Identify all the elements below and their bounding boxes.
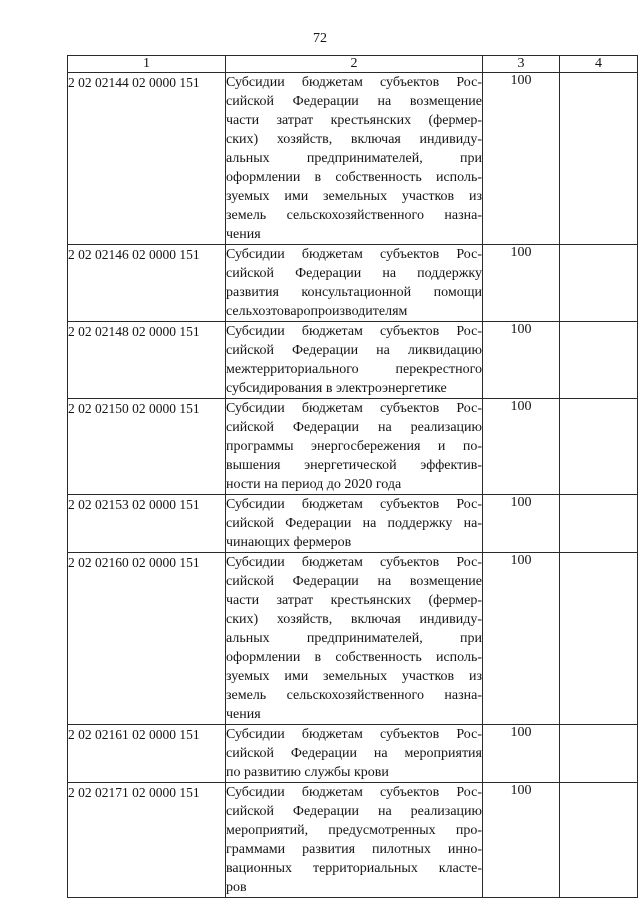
description-cell xyxy=(226,783,483,898)
description-line: развития консультационной помощи xyxy=(226,285,482,300)
description-line: граммами развития пилотных инно- xyxy=(226,842,482,857)
table-header-row xyxy=(68,56,638,73)
description-line: по развитию службы крови xyxy=(226,765,389,780)
budget-code-cell: 2 02 02148 02 0000 151 xyxy=(68,322,226,399)
budget-codes-table xyxy=(67,55,638,898)
description-line: ских) хозяйств, включая индивиду- xyxy=(226,132,482,147)
description-line: земель сельскохозяйственного назна- xyxy=(226,208,482,223)
table-body xyxy=(68,73,638,898)
description-line: Субсидии бюджетам субъектов Рос- xyxy=(226,555,482,570)
column-4-cell xyxy=(560,495,638,553)
description-line: Субсидии бюджетам субъектов Рос- xyxy=(226,785,482,800)
description-line: Субсидии бюджетам субъектов Рос- xyxy=(226,727,482,742)
description-cell xyxy=(226,73,483,245)
description-line: земель сельскохозяйственного назна- xyxy=(226,688,482,703)
description-line: сийской Федерации на возмещение xyxy=(226,94,482,109)
table-row xyxy=(68,399,638,495)
budget-code-cell: 2 02 02153 02 0000 151 xyxy=(68,495,226,553)
budget-code-cell: 2 02 02144 02 0000 151 xyxy=(68,73,226,245)
description-line: сельхозтоваропроизводителям xyxy=(226,304,408,319)
description-line: Субсидии бюджетам субъектов Рос- xyxy=(226,324,482,339)
budget-code-cell: 2 02 02150 02 0000 151 xyxy=(68,399,226,495)
percent-value-cell: 100 xyxy=(483,245,560,322)
column-4-cell xyxy=(560,399,638,495)
budget-code-cell: 2 02 02161 02 0000 151 xyxy=(68,725,226,783)
description-line: чения xyxy=(226,707,261,722)
description-cell xyxy=(226,725,483,783)
description-line: зуемых ими земельных участков из xyxy=(226,189,482,204)
description-line: оформлении в собственность исполь- xyxy=(226,170,482,185)
column-4-cell xyxy=(560,73,638,245)
description-line: сийской Федерации на поддержку на- xyxy=(226,516,482,531)
description-cell xyxy=(226,399,483,495)
description-line: чинающих фермеров xyxy=(226,535,352,550)
description-line: ров xyxy=(226,880,247,895)
description-line: сийской Федерации на возмещение xyxy=(226,574,482,589)
percent-value-cell: 100 xyxy=(483,553,560,725)
percent-value-cell: 100 xyxy=(483,322,560,399)
description-cell xyxy=(226,553,483,725)
description-line: программы энергосбережения и по- xyxy=(226,439,482,454)
description-line: сийской Федерации на мероприятия xyxy=(226,746,482,761)
column-4-cell xyxy=(560,725,638,783)
description-line: части затрат крестьянских (фермер- xyxy=(226,593,482,608)
column-header-3: 3 xyxy=(483,56,560,73)
column-4-cell xyxy=(560,245,638,322)
description-line: Субсидии бюджетам субъектов Рос- xyxy=(226,401,482,416)
description-line: оформлении в собственность исполь- xyxy=(226,650,482,665)
percent-value-cell: 100 xyxy=(483,783,560,898)
description-line: сийской Федерации на реализацию xyxy=(226,420,482,435)
table-row xyxy=(68,73,638,245)
description-line: чения xyxy=(226,227,261,242)
percent-value-cell: 100 xyxy=(483,399,560,495)
table-row xyxy=(68,725,638,783)
table-row xyxy=(68,495,638,553)
table-row xyxy=(68,783,638,898)
description-cell xyxy=(226,322,483,399)
table-row xyxy=(68,245,638,322)
description-line: ности на период до 2020 года xyxy=(226,477,402,492)
description-line: Субсидии бюджетам субъектов Рос- xyxy=(226,497,482,512)
description-line: Субсидии бюджетам субъектов Рос- xyxy=(226,75,482,90)
description-line: сийской Федерации на поддержку xyxy=(226,266,482,281)
description-line: мероприятий, предусмотренных про- xyxy=(226,823,482,838)
description-line: части затрат крестьянских (фермер- xyxy=(226,113,482,128)
column-header-2: 2 xyxy=(226,56,483,73)
column-4-cell xyxy=(560,553,638,725)
budget-code-cell: 2 02 02171 02 0000 151 xyxy=(68,783,226,898)
column-header-1: 1 xyxy=(68,56,226,73)
description-line: Субсидии бюджетам субъектов Рос- xyxy=(226,247,482,262)
percent-value-cell: 100 xyxy=(483,73,560,245)
description-line: сийской Федерации на ликвидацию xyxy=(226,343,482,358)
table-row xyxy=(68,553,638,725)
budget-code-cell: 2 02 02160 02 0000 151 xyxy=(68,553,226,725)
description-line: альных предпринимателей, при xyxy=(226,631,482,646)
description-cell xyxy=(226,495,483,553)
page-number: 72 xyxy=(313,31,327,46)
column-4-cell xyxy=(560,783,638,898)
column-header-4: 4 xyxy=(560,56,638,73)
description-line: ских) хозяйств, включая индивиду- xyxy=(226,612,482,627)
table-row xyxy=(68,322,638,399)
description-cell xyxy=(226,245,483,322)
percent-value-cell: 100 xyxy=(483,495,560,553)
description-line: альных предпринимателей, при xyxy=(226,151,482,166)
description-line: сийской Федерации на реализацию xyxy=(226,804,482,819)
description-line: вышения энергетической эффектив- xyxy=(226,458,482,473)
percent-value-cell: 100 xyxy=(483,725,560,783)
budget-code-cell: 2 02 02146 02 0000 151 xyxy=(68,245,226,322)
column-4-cell xyxy=(560,322,638,399)
description-line: зуемых ими земельных участков из xyxy=(226,669,482,684)
description-line: субсидирования в электроэнергетике xyxy=(226,381,447,396)
description-line: вационных территориальных класте- xyxy=(226,861,482,876)
description-line: межтерриториального перекрестного xyxy=(226,362,482,377)
